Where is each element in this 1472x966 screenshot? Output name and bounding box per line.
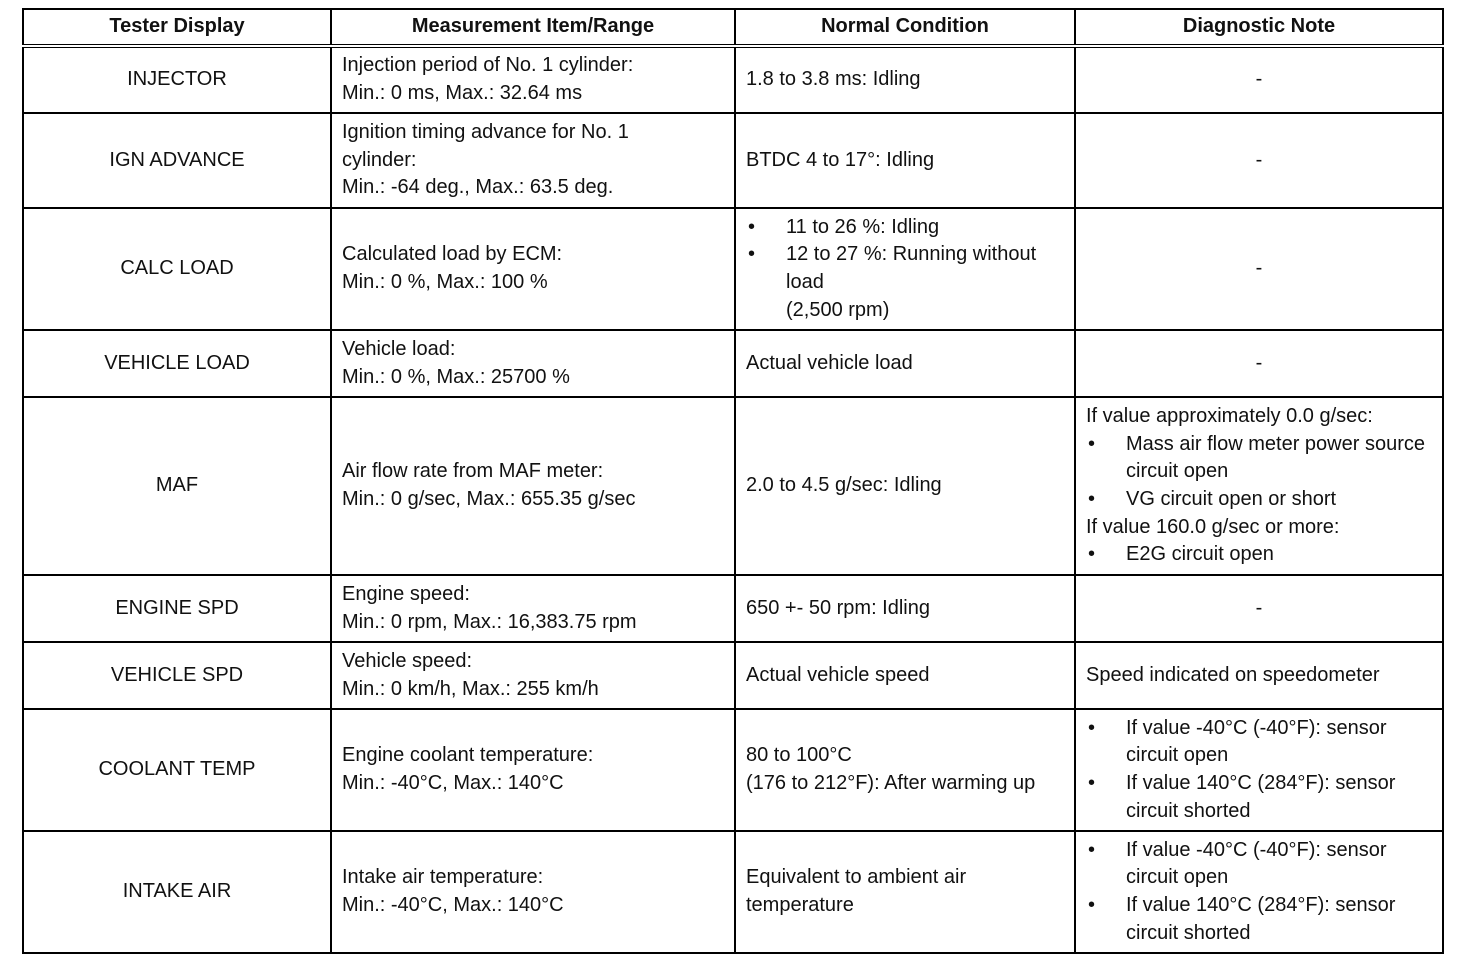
measurement-cell — [331, 575, 735, 642]
tester-display-cell: IGN ADVANCE — [23, 113, 331, 208]
tester-display-cell: VEHICLE SPD — [23, 642, 331, 709]
normal-condition-text: (2,500 rpm) — [786, 298, 890, 321]
measurement-line: Min.: 0 ms, Max.: 32.64 ms — [342, 82, 583, 104]
measurement-cell — [331, 831, 735, 953]
normal-condition-cell: 2.0 to 4.5 g/sec: Idling — [735, 397, 1075, 575]
header-row — [23, 9, 1443, 46]
table-row — [23, 709, 1443, 831]
measurement-line: Min.: 0 rpm, Max.: 16,383.75 rpm — [342, 610, 637, 633]
measurement-cell — [331, 397, 735, 575]
normal-condition-cell: Actual vehicle speed — [735, 642, 1075, 709]
data-list-table — [22, 8, 1444, 954]
table-row — [23, 831, 1443, 953]
measurement-line: Min.: 0 %, Max.: 100 % — [342, 271, 548, 293]
normal-condition-cell — [735, 208, 1075, 330]
table-row — [23, 575, 1443, 642]
measurement-line: Intake air temperature: — [342, 866, 544, 889]
note-bullet: • If value -40°C (-40°F): sensor circuit open — [1086, 837, 1432, 892]
normal-condition-cell: 650 +- 50 rpm: Idling — [735, 575, 1075, 642]
note-bullet: • If value 140°C (284°F): sensor circuit shorted — [1086, 770, 1432, 825]
note-bullet: • E2G circuit open — [1086, 541, 1432, 569]
tester-display-cell: ENGINE SPD — [23, 575, 331, 642]
measurement-line: Calculated load by ECM: — [342, 243, 563, 266]
measurement-line: Vehicle speed: — [342, 649, 473, 672]
table-row — [23, 642, 1443, 709]
measurement-line: cylinder: — [342, 148, 417, 171]
diagnostic-note-cell: - — [1075, 330, 1443, 397]
header-normal-condition: Normal Condition — [735, 9, 1075, 46]
measurement-cell — [331, 709, 735, 831]
note-bullet: • If value 140°C (284°F): sensor circuit shorted — [1086, 892, 1432, 947]
note-intro: If value approximately 0.0 g/sec: — [1086, 405, 1373, 428]
measurement-line: Min.: 0 km/h, Max.: 255 km/h — [342, 677, 599, 700]
measurement-cell — [331, 113, 735, 208]
measurement-line: Min.: 0 %, Max.: 25700 % — [342, 365, 570, 388]
header-tester-display: Tester Display — [23, 9, 331, 46]
measurement-line: Min.: -40°C, Max.: 140°C — [342, 772, 564, 794]
note-list — [1086, 837, 1432, 947]
note-list — [1086, 715, 1432, 825]
measurement-line: Engine speed: — [342, 582, 470, 605]
diagnostic-note-cell: Speed indicated on speedometer — [1075, 642, 1443, 709]
normal-condition-text: 12 to 27 %: Running without load — [786, 243, 1037, 293]
normal-condition-cell: Actual vehicle load — [735, 330, 1075, 397]
normal-condition-cell: 1.8 to 3.8 ms: Idling — [735, 46, 1075, 113]
header-measurement-item: Measurement Item/Range — [331, 9, 735, 46]
table-row — [23, 46, 1443, 113]
normal-condition-cell: BTDC 4 to 17°: Idling — [735, 113, 1075, 208]
tester-display-cell: INTAKE AIR — [23, 831, 331, 953]
diagnostic-note-cell — [1075, 831, 1443, 953]
measurement-line: Min.: -40°C, Max.: 140°C — [342, 894, 564, 916]
measurement-cell — [331, 642, 735, 709]
normal-condition-bullet: • 11 to 26 %: Idling — [746, 214, 1064, 242]
normal-condition-cell — [735, 709, 1075, 831]
normal-condition-cell: Equivalent to ambient air temperature — [735, 831, 1075, 953]
note-bullet: • If value -40°C (-40°F): sensor circuit open — [1086, 715, 1432, 770]
measurement-line: Min.: -64 deg., Max.: 63.5 deg. — [342, 176, 614, 199]
note-intro: If value 160.0 g/sec or more: — [1086, 515, 1340, 538]
diagnostic-note-cell: - — [1075, 46, 1443, 113]
normal-condition-line: 80 to 100°C — [746, 744, 852, 767]
note-list — [1086, 541, 1432, 569]
normal-condition-list — [746, 214, 1064, 324]
measurement-cell — [331, 208, 735, 330]
note-bullet: • VG circuit open or short — [1086, 486, 1432, 514]
measurement-line: Vehicle load: — [342, 337, 456, 360]
normal-condition-bullet — [746, 241, 1064, 324]
measurement-line: Min.: 0 g/sec, Max.: 655.35 g/sec — [342, 488, 636, 510]
measurement-cell — [331, 46, 735, 113]
tester-display-cell: INJECTOR — [23, 46, 331, 113]
header-diagnostic-note: Diagnostic Note — [1075, 9, 1443, 46]
table-row — [23, 113, 1443, 208]
measurement-cell — [331, 330, 735, 397]
normal-condition-line: (176 to 212°F): After warming up — [746, 772, 1036, 794]
measurement-line: Injection period of No. 1 cylinder: — [342, 54, 634, 77]
table-row — [23, 208, 1443, 330]
table-row — [23, 330, 1443, 397]
diagnostic-note-cell: - — [1075, 113, 1443, 208]
table-row — [23, 397, 1443, 575]
tester-display-cell: CALC LOAD — [23, 208, 331, 330]
measurement-line: Engine coolant temperature: — [342, 744, 594, 767]
tester-display-cell: MAF — [23, 397, 331, 575]
measurement-line: Air flow rate from MAF meter: — [342, 460, 604, 483]
tester-display-cell: COOLANT TEMP — [23, 709, 331, 831]
data-list-page — [22, 8, 1444, 954]
diagnostic-note-cell: - — [1075, 208, 1443, 330]
note-bullet: • Mass air flow meter power source circuit open — [1086, 431, 1432, 486]
tester-display-cell: VEHICLE LOAD — [23, 330, 331, 397]
diagnostic-note-cell — [1075, 397, 1443, 575]
note-list — [1086, 431, 1432, 514]
measurement-line: Ignition timing advance for No. 1 — [342, 121, 629, 144]
diagnostic-note-cell: - — [1075, 575, 1443, 642]
diagnostic-note-cell — [1075, 709, 1443, 831]
